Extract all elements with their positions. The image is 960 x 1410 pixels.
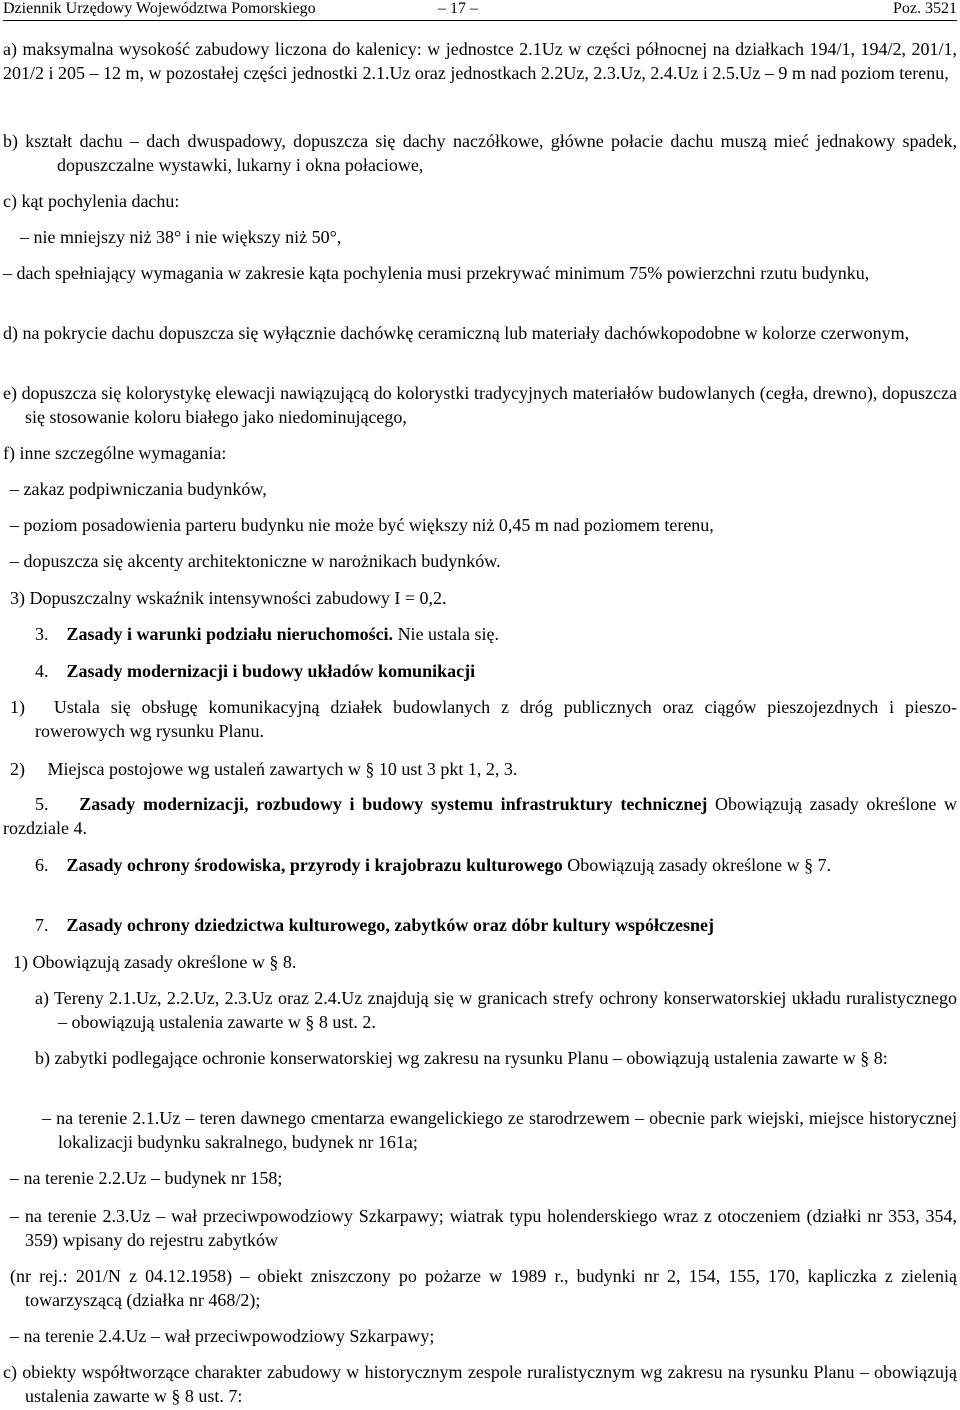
section-number: 5. bbox=[35, 794, 49, 814]
paragraph-max-height: a) maksymalna wysokość zabudowy liczona do kalenicy: w jednostce 2.1Uz w części północnej na działkach 194/1, 194/2, 201/1, 201/2 i 205 – 12 m, w pozostałej części jednostki 2.1.Uz oraz jednostkach 2.2Uz, 2.3.Uz, 2.4.Uz i 2.5.Uz – 9 m nad poziom terenu, bbox=[3, 39, 957, 83]
page-header bbox=[3, 0, 957, 20]
paragraph-road-access: 1) Ustala się obsługę komunikacyjną działek budowlanych z dróg publicznych oraz ciągów pieszojezdnych i pieszo-rowerowych wg rysunku Planu. bbox=[10, 697, 957, 741]
section-7 bbox=[35, 913, 714, 937]
paragraph-roof-angle: c) kąt pochylenia dachu: bbox=[3, 191, 180, 211]
paragraph-rules-ref: 1) Obowiązują zasady określone w § 8. bbox=[13, 952, 297, 972]
paragraph-facade-colors: e) dopuszcza się kolorystykę elewacji nawiązującą do kolorystki tradycyjnych materiałów budowlanych (cegła, drewno), dopuszcza się stosowanie koloru białego jako niedominującego, bbox=[3, 383, 957, 427]
list-item-area-2-1: – na terenie 2.1.Uz – teren dawnego cmentarza ewangelickiego ze starodrzewem – obecnie park wiejski, miejsce historycznej lokalizacji budynku sakralnego, budynek nr 161a; bbox=[42, 1108, 957, 1152]
paragraph-parking: 2) Miejsca postojowe wg ustaleń zawartych w § 10 ust 3 pkt 1, 2, 3. bbox=[10, 759, 518, 779]
section-3 bbox=[35, 622, 499, 646]
header-rule bbox=[3, 20, 957, 21]
paragraph-other-requirements: f) inne szczególne wymagania: bbox=[3, 443, 227, 463]
list-item-angle-range: – nie mniejszy niż 38° i nie większy niż 50°, bbox=[20, 227, 342, 247]
section-6 bbox=[3, 853, 957, 877]
page-number: – 17 – bbox=[438, 0, 478, 17]
list-item-roof-coverage: – dach spełniający wymagania w zakresie kąta pochylenia musi przekrywać minimum 75% powierzchni rzutu budynku, bbox=[3, 263, 870, 283]
paragraph-protection-zone: a) Tereny 2.1.Uz, 2.2.Uz, 2.3.Uz oraz 2.4.Uz znajdują się w granicach strefy ochrony konserwatorskiej układu ruralistycznego – obowiązują ustalenia zawarte w § 8 ust. 2. bbox=[35, 988, 957, 1032]
paragraph-protected-monuments: b) zabytki podlegające ochronie konserwatorskiej wg zakresu na rysunku Planu – obowiązują ustalenia zawarte w § 8: bbox=[35, 1048, 888, 1068]
section-heading: Zasady ochrony środowiska, przyrody i krajobrazu kulturowego bbox=[66, 855, 563, 875]
position-number: Poz. 3521 bbox=[893, 0, 957, 17]
section-text: Nie ustala się. bbox=[393, 624, 500, 644]
journal-title: Dziennik Urzędowy Województwa Pomorskiego bbox=[3, 0, 316, 17]
section-5 bbox=[3, 792, 957, 840]
list-item-basement-ban: – zakaz podpiwniczania budynków, bbox=[10, 479, 267, 499]
section-heading: Zasady i warunki podziału nieruchomości. bbox=[66, 624, 394, 644]
paragraph-roofing: d) na pokrycie dachu dopuszcza się wyłącznie dachówkę ceramiczną lub materiały dachówkopodobne w kolorze czerwonym, bbox=[3, 323, 910, 343]
list-item-area-2-3: – na terenie 2.3.Uz – wał przeciwpowodziowy Szkarpawy; wiatrak typu holenderskiego wraz z otoczeniem (działki nr 353, 354, 359) wpisany do rejestru zabytków bbox=[10, 1206, 957, 1250]
section-4 bbox=[35, 659, 475, 683]
list-item-area-2-2: – na terenie 2.2.Uz – budynek nr 158; bbox=[10, 1168, 283, 1188]
paragraph-registry-details: (nr rej.: 201/N z 04.12.1958) – obiekt zniszczony po pożarze w 1989 r., budynki nr 2, 154, 155, 170, kapliczka z zielenią towarzyszącą (działka nr 468/2); bbox=[10, 1266, 957, 1310]
section-heading: Zasady ochrony dziedzictwa kulturowego, zabytków oraz dóbr kultury współczesnej bbox=[66, 915, 715, 935]
paragraph-intensity-index: 3) Dopuszczalny wskaźnik intensywności zabudowy I = 0,2. bbox=[10, 588, 447, 608]
section-heading: Zasady modernizacji, rozbudowy i budowy systemu infrastruktury technicznej bbox=[79, 794, 708, 814]
list-item-architectural-accents: – dopuszcza się akcenty architektoniczne w narożnikach budynków. bbox=[10, 551, 501, 571]
section-number: 4. bbox=[35, 661, 49, 681]
list-item-ground-floor-level: – poziom posadowienia parteru budynku nie może być większy niż 0,45 m nad poziomem terenu, bbox=[10, 515, 714, 535]
paragraph-historic-ensemble: c) obiekty współtworzące charakter zabudowy w historycznym zespole ruralistycznym wg zakresu na rysunku Planu – obowiązują ustalenia zawarte w § 8 ust. 7: bbox=[3, 1362, 957, 1406]
section-number: 6. bbox=[35, 855, 49, 875]
paragraph-roof-shape: b) kształt dachu – dach dwuspadowy, dopuszcza się dachy naczółkowe, główne połacie dachu muszą mieć jednakowy spadek, dopuszczalne wystawki, lukarny i okna połaciowe, bbox=[3, 131, 957, 175]
section-heading: Zasady modernizacji i budowy układów komunikacji bbox=[66, 661, 476, 681]
section-text: Obowiązują zasady określone w § 7. bbox=[562, 855, 832, 875]
section-text: Obowiązują zasady określone w rozdziale 4. bbox=[3, 794, 958, 838]
section-number: 3. bbox=[35, 624, 49, 644]
section-number: 7. bbox=[35, 915, 49, 935]
list-item-area-2-4: – na terenie 2.4.Uz – wał przeciwpowodziowy Szkarpawy; bbox=[10, 1326, 435, 1346]
